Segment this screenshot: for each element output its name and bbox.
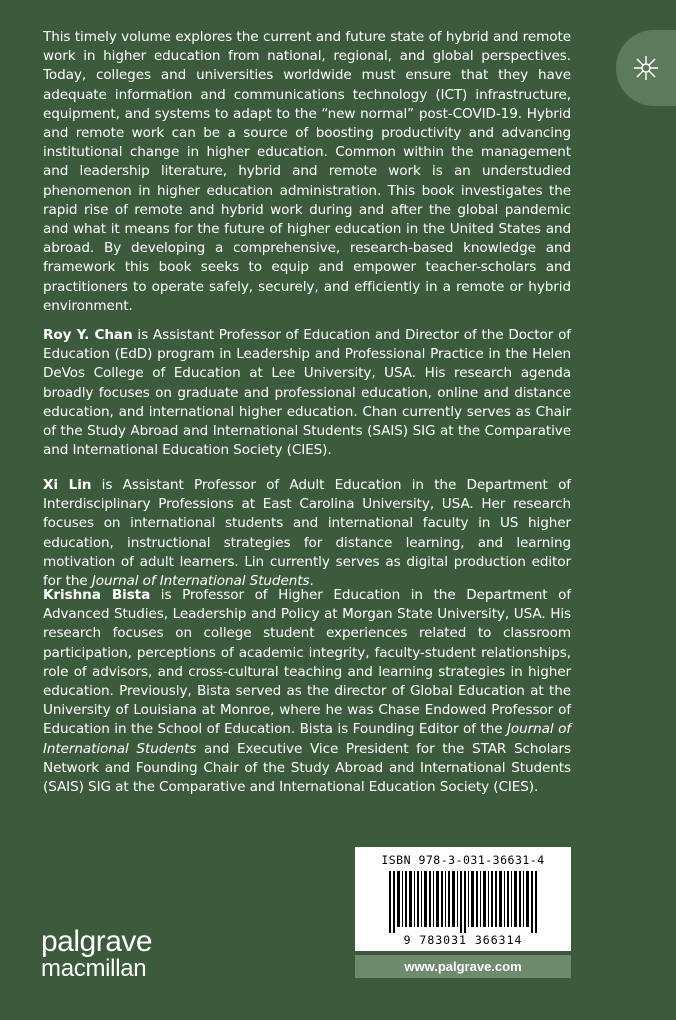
author-bio-lin (43, 476, 571, 591)
logo-line-1: palgrave (41, 925, 153, 958)
share-button[interactable] (616, 30, 676, 106)
bio-text: is Professor of Higher Education in the Department of Advanced Studies, Leadership and Policy at Morgan State University, USA. His research focuses on college student experiences related to classroom participation, perceptions of academic integrity, faculty-student relationships, role of advisors, and cross-cultural teaching and learning strategies in higher education. Previously, Bista served as the director of Global Education at the University of Louisiana at Monroe, where he was Chase Endowed Professor of Education in the School of Education. Bista is Founding Editor of the (43, 587, 572, 738)
logo-line-2: macmillan (41, 955, 147, 982)
bio-text-end: and Executive Vice President for the STAR Scholars Network and Founding Chair of the Study Abroad and International Students (SAIS) SIG at the Comparative and International Education Society (CIES). (43, 740, 572, 796)
bio-text: is Assistant Professor of Education and Director of the Doctor of Education (EdD) program in Leadership and Professional Practice in the Helen DeVos College of Education at Lee University, USA. His research agenda broadly focuses on graduate and professional education, online and distance education, and international higher education. Chan currently serves as Chair of the Study Abroad and International Students (SAIS) SIG at the Comparative and International Education Society (CIES). (43, 327, 571, 459)
isbn-barcode-box (355, 847, 571, 951)
author-bio-chan (43, 326, 571, 460)
author-bio-bista (43, 586, 571, 797)
bio-text: is Assistant Professor of Adult Education in the Department of Interdisciplinary Professions at East Carolina University, USA. Her research focuses on international students and international faculty in US higher education, instructional strategies for distance learning, and learning motivation of adult learners. Lin currently serves as digital production editor for the (43, 477, 571, 590)
author-name: Roy Y. Chan (43, 327, 133, 343)
blurb-text: This timely volume explores the current and future state of hybrid and remote work in higher education from national, regional, and global perspectives. Today, colleges and universities worldwide must ensure that they have adequate information and communications technology (ICT) infrastructure, equipment, and systems to adapt to the “new normal” post-COVID-19. Hybrid and remote work can be a source of boosting productivity and advancing institutional change in higher education. Common within the management and leadership literature, hybrid and remote work is an understudied phenomenon in higher education administration. This book investigates the rapid rise of remote and hybrid work during and after the global pandemic and what it means for the future of higher education in the United States and abroad. By developing a comprehensive, research-based knowledge and framework this book seeks to equip and empower teacher-scholars and practitioners to operate safely, securely, and efficiently in a remote or hybrid environment. (43, 29, 571, 314)
publisher-logo (41, 925, 153, 982)
isbn-label: ISBN 978-3-031-36631-4 (381, 853, 545, 867)
publisher-url-link[interactable]: www.palgrave.com (355, 955, 571, 978)
journal-title: Journal of International Students (91, 573, 310, 590)
bio-text-end: . (309, 573, 314, 590)
share-icon (632, 54, 660, 82)
barcode (389, 871, 537, 933)
author-name: Xi Lin (43, 477, 92, 493)
author-name: Krishna Bista (43, 587, 151, 603)
journal-title: Journal of International Students (43, 721, 571, 757)
barcode-digits: 9 783031 366314 (403, 933, 523, 947)
